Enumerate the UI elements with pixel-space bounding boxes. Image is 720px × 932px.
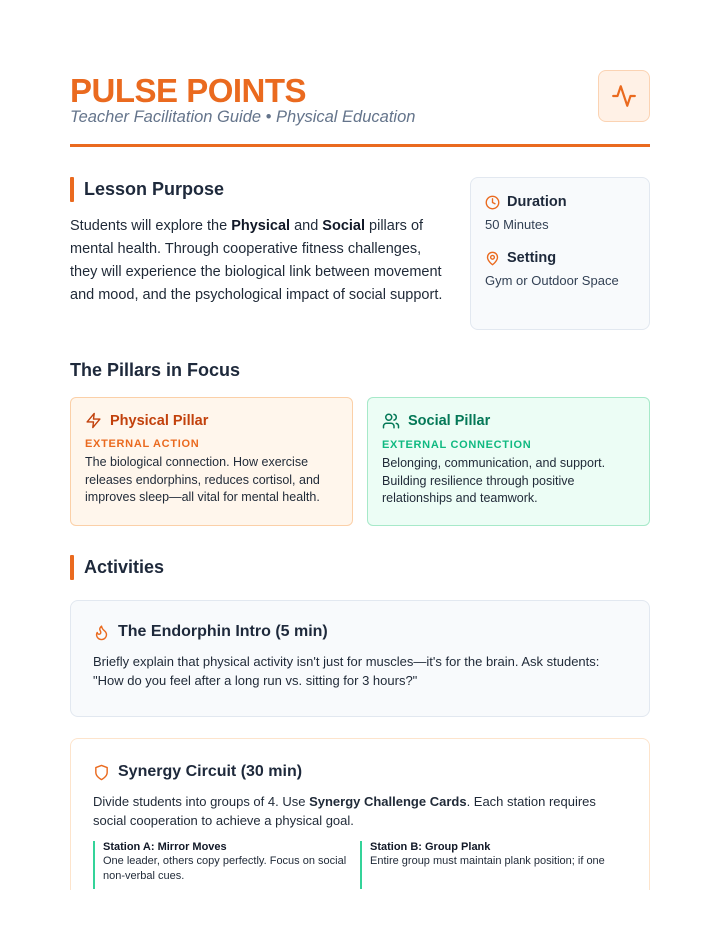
clock-icon xyxy=(485,195,500,210)
duration-label: Duration xyxy=(507,194,567,210)
activity-pulse-icon xyxy=(611,83,637,109)
section-title: Activities xyxy=(84,556,165,577)
activity-title: Synergy Circuit (30 min) xyxy=(118,763,303,780)
endorphin-intro-card xyxy=(70,600,650,717)
pillars-heading: The Pillars in Focus xyxy=(70,360,241,380)
shield-icon xyxy=(93,764,110,781)
page-subtitle: Teacher Facilitation Guide • Physical Education xyxy=(70,108,416,126)
station-list xyxy=(93,841,627,889)
station-text: One leader, others copy perfectly. Focus on social non-verbal cues. xyxy=(103,855,347,882)
section-accent-bar xyxy=(70,177,74,202)
activity-desc: Divide students into groups of 4. Use Synergy Challenge Cards. Each station requires social cooperation to achieve a physical goal. xyxy=(93,794,596,828)
map-pin-icon xyxy=(485,251,500,266)
section-accent-bar xyxy=(70,555,74,580)
header xyxy=(70,70,650,148)
duration-row xyxy=(485,194,635,210)
physical-pillar-desc: The biological connection. How exercise releases endorphins, reduces cortisol, and improves sleep—all vital for mental health. xyxy=(85,455,320,504)
station-title: Station A: Mirror Moves xyxy=(103,841,227,853)
social-pillar-name: Social Pillar xyxy=(408,413,491,429)
social-pillar-card xyxy=(367,397,650,526)
social-pillar-kicker: EXTERNAL CONNECTION xyxy=(382,439,532,451)
activities-heading xyxy=(70,554,164,580)
physical-pillar-kicker: EXTERNAL ACTION xyxy=(85,438,200,450)
users-icon xyxy=(382,412,400,430)
header-divider xyxy=(70,144,650,147)
station-text: Entire group must maintain plank position; if one xyxy=(370,855,605,867)
physical-pillar-name: Physical Pillar xyxy=(110,412,209,429)
social-pillar-desc: Belonging, communication, and support. Building resilience through positive relationships and teamwork. xyxy=(382,456,606,505)
setting-value: Gym or Outdoor Space xyxy=(485,273,619,288)
physical-pillar-card xyxy=(70,397,353,526)
lesson-purpose-text: Students will explore the Physical and Social pillars of mental health. Through cooperative fitness challenges, they will experience the biological link between movement and mood, and the psychological impact of social support. xyxy=(70,218,443,303)
activity-desc: Briefly explain that physical activity isn't just for muscles—it's for the brain. Ask students: "How do you feel after a long run vs. sitting for 3 hours?" xyxy=(93,654,600,688)
lesson-info-card xyxy=(470,177,650,330)
flame-icon xyxy=(93,624,110,641)
logo-badge xyxy=(598,70,650,122)
page-cutoff xyxy=(0,890,720,932)
station-title: Station B: Group Plank xyxy=(370,841,491,853)
guide-page xyxy=(70,0,650,932)
station-item xyxy=(93,841,347,889)
duration-value: 50 Minutes xyxy=(485,217,549,232)
setting-label: Setting xyxy=(507,250,557,266)
page-title: PULSE POINTS xyxy=(70,72,307,109)
lesson-purpose-heading xyxy=(70,176,224,202)
activity-title: The Endorphin Intro (5 min) xyxy=(118,623,328,640)
setting-row xyxy=(485,250,635,266)
lightning-bolt-icon xyxy=(85,412,102,429)
station-item xyxy=(360,841,614,889)
section-title: Lesson Purpose xyxy=(84,178,225,199)
